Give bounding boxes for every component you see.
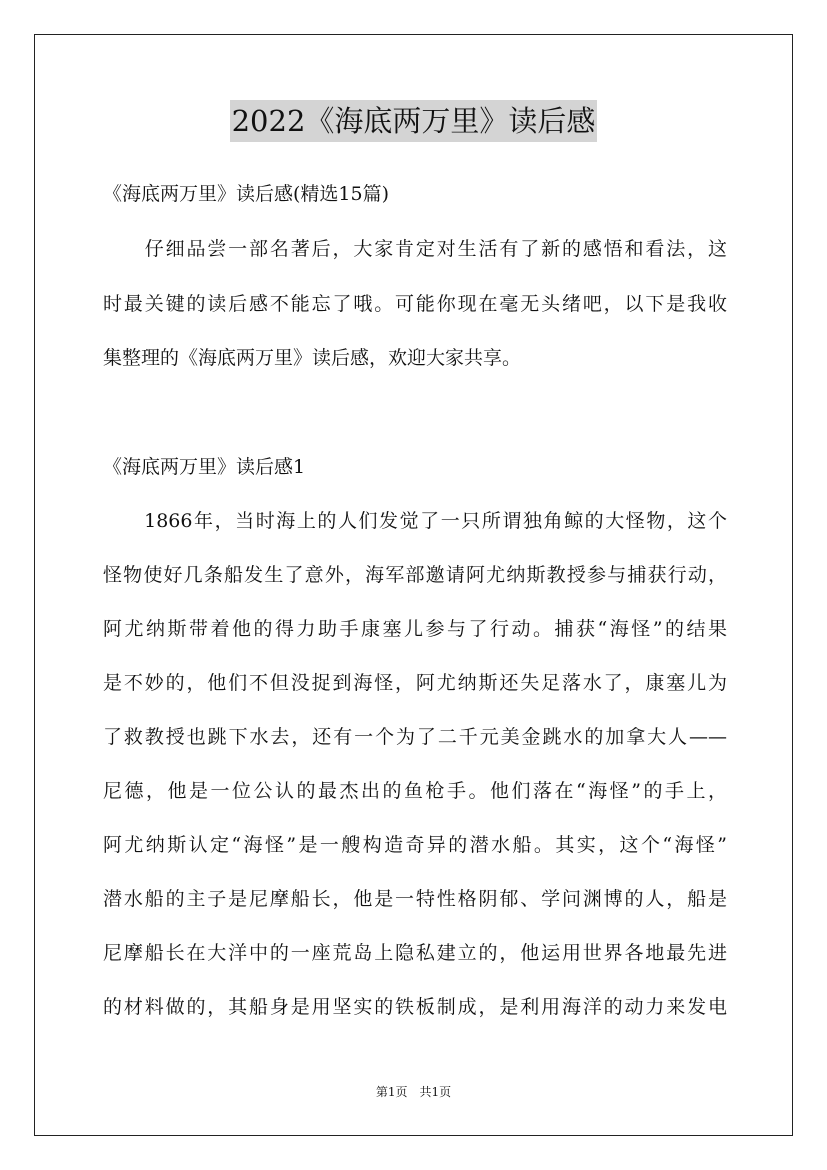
intro-line-3: 集整理的《海底两万里》读后感，欢迎大家共享。 xyxy=(103,347,522,369)
body-line-7: 阿尤纳斯认定“海怪”是一艘构造奇异的潜水船。其实，这个“海怪” xyxy=(103,834,727,856)
subtitle: 《海底两万里》读后感(精选15篇) xyxy=(103,183,390,205)
intro-line-1: 仔细品尝一部名著后，大家肯定对生活有了新的感悟和看法，这 xyxy=(103,238,727,260)
body-line-2: 怪物使好几条船发生了意外，海军部邀请阿尤纳斯教授参与捕获行动， xyxy=(103,564,727,586)
body-line-1: 1866年，当时海上的人们发觉了一只所谓独角鲸的大怪物，这个 xyxy=(103,510,727,532)
body-line-3: 阿尤纳斯带着他的得力助手康塞儿参与了行动。捕获“海怪”的结果 xyxy=(103,618,727,640)
body-line-6: 尼德，他是一位公认的最杰出的鱼枪手。他们落在“海怪”的手上， xyxy=(103,780,727,802)
title-container xyxy=(0,100,827,142)
page-footer: 第1页 共1页 xyxy=(375,1085,452,1099)
body-line-8: 潜水船的主子是尼摩船长，他是一特性格阴郁、学问渊博的人，船是 xyxy=(103,888,727,910)
body-line-10: 的材料做的，其船身是用坚实的铁板制成，是利用海洋的动力来发电 xyxy=(103,996,727,1018)
intro-line-2: 时最关键的读后感不能忘了哦。可能你现在毫无头绪吧，以下是我收 xyxy=(103,293,727,315)
body-line-4: 是不妙的，他们不但没捉到海怪，阿尤纳斯还失足落水了，康塞儿为 xyxy=(103,672,727,694)
section-heading: 《海底两万里》读后感1 xyxy=(103,456,306,478)
document-title: 2022《海底两万里》读后感 xyxy=(230,100,598,142)
body-line-5: 了救教授也跳下水去，还有一个为了二千元美金跳水的加拿大人—— xyxy=(103,726,727,748)
body-line-9: 尼摩船长在大洋中的一座荒岛上隐私建立的，他运用世界各地最先进 xyxy=(103,942,727,964)
